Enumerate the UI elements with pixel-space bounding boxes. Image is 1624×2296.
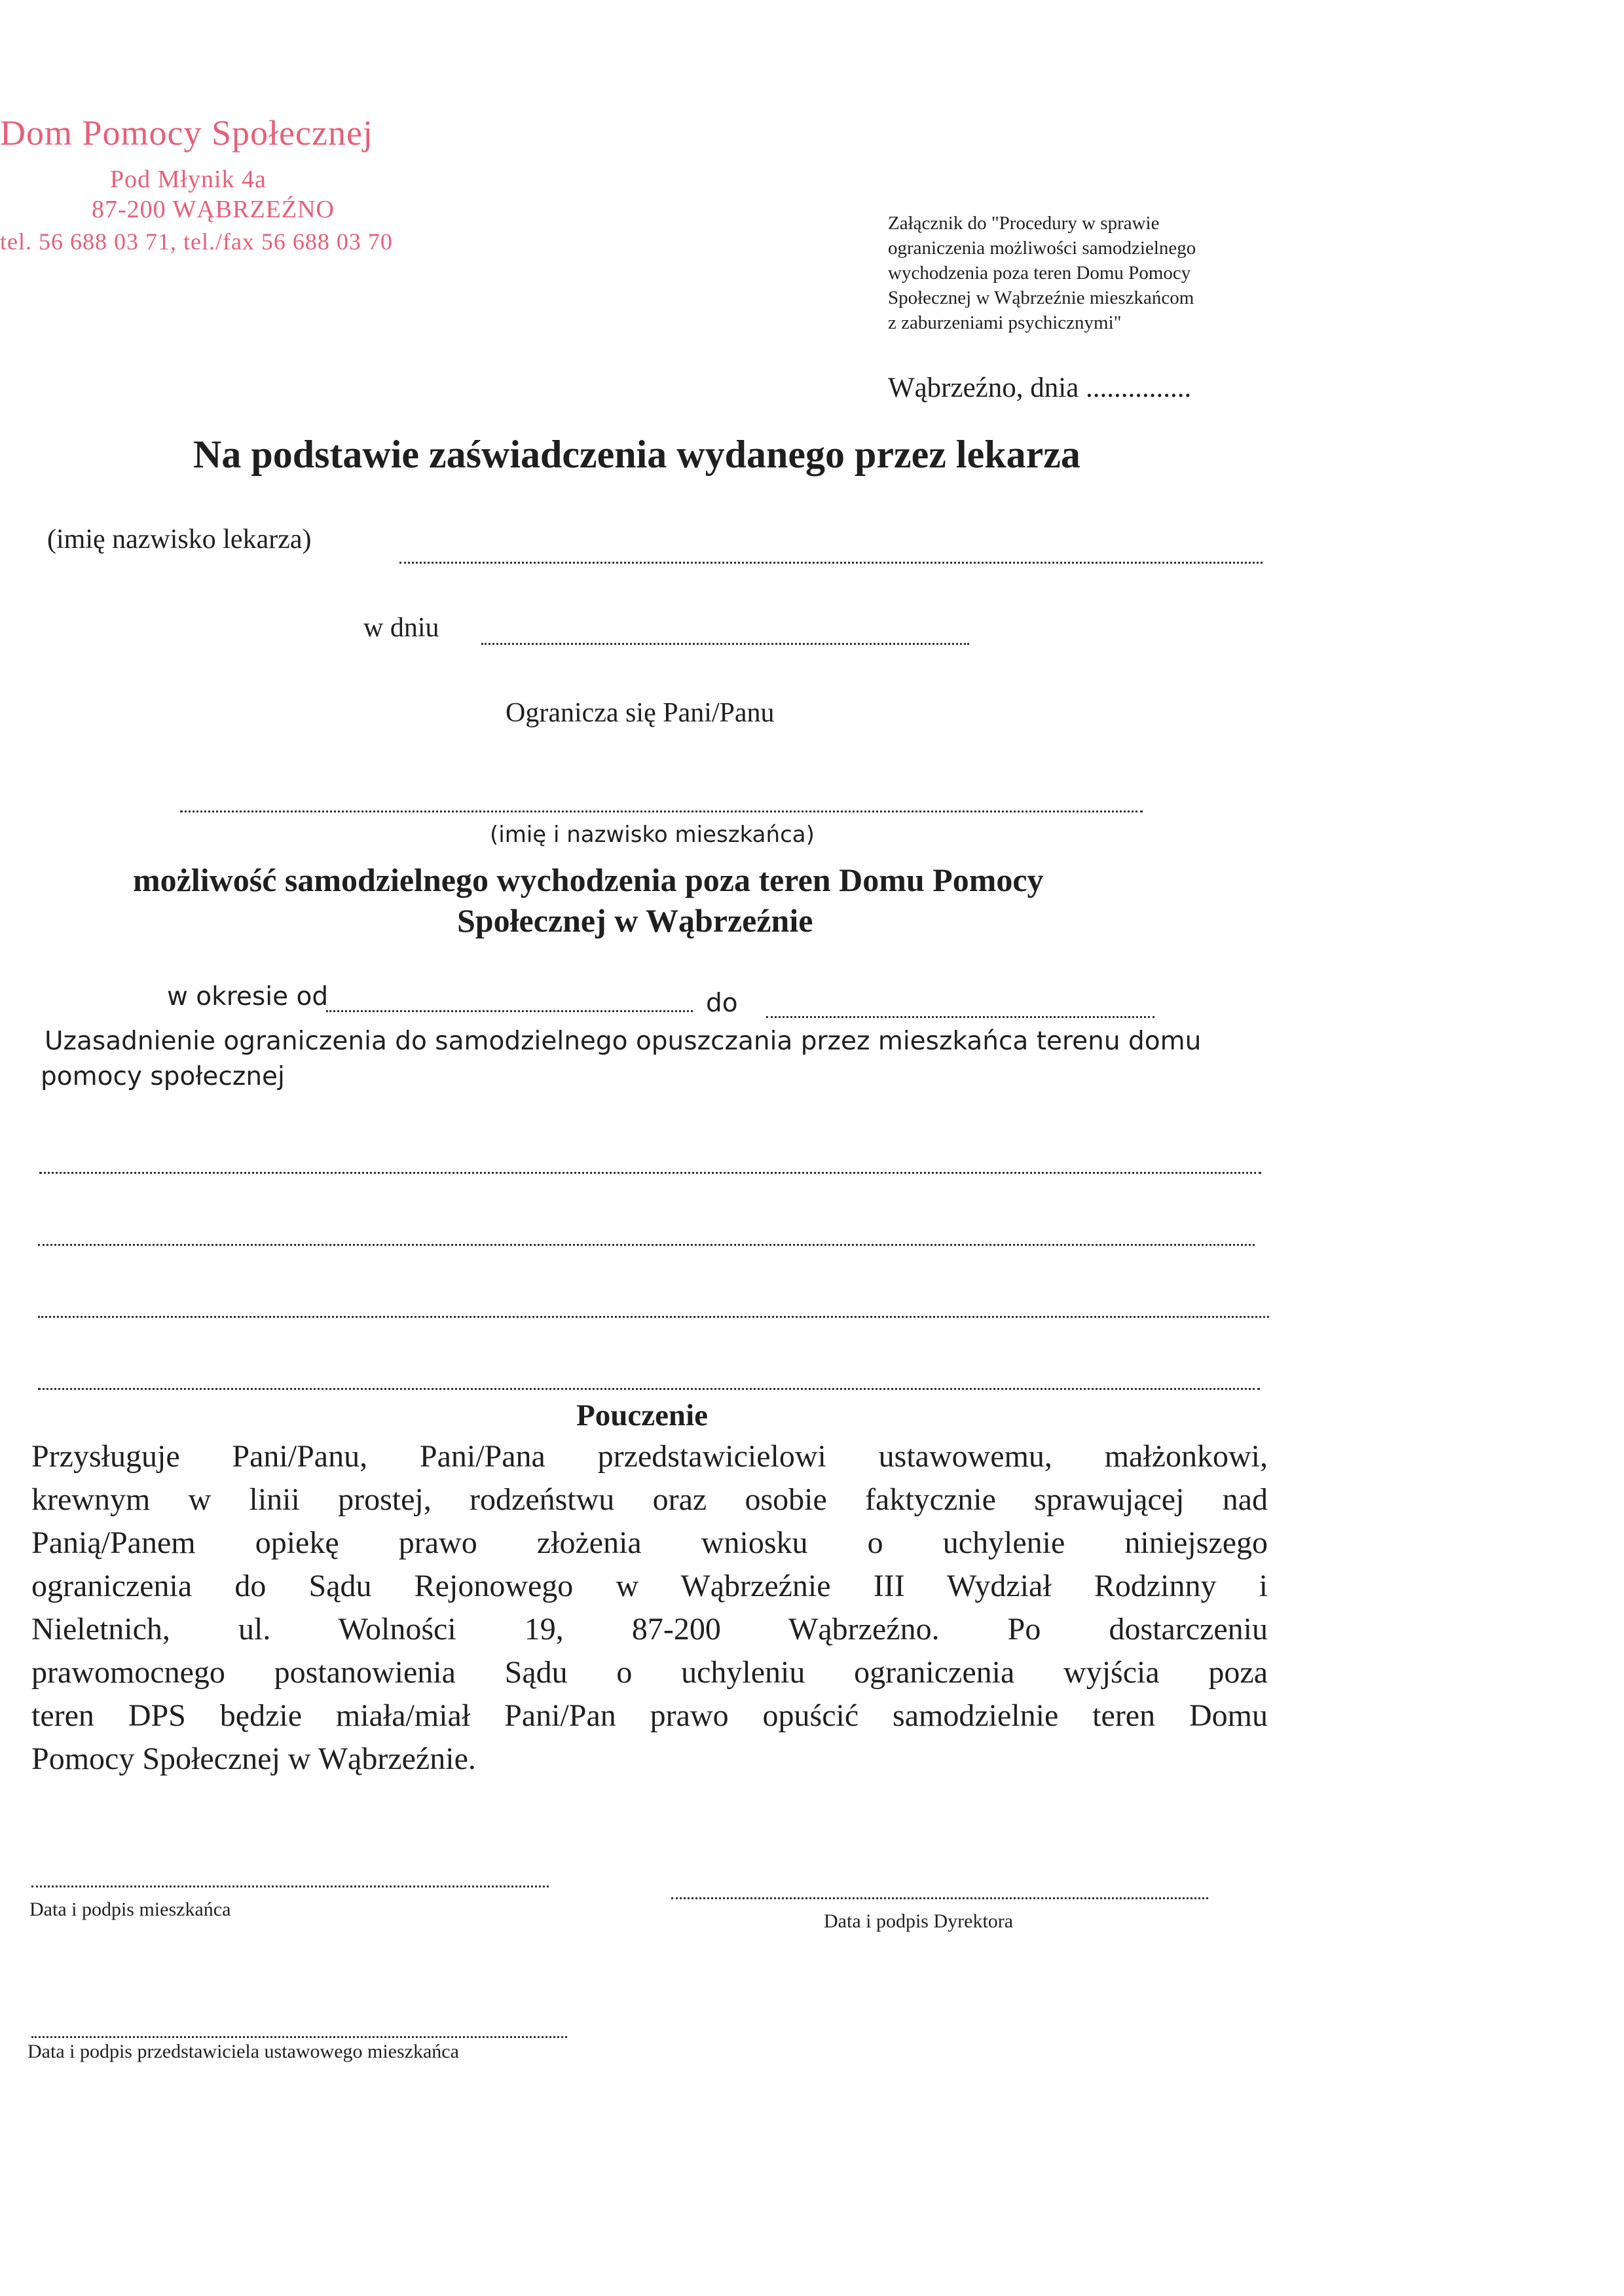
representative-signature-field[interactable] [31,2036,567,2038]
resident-signature-label: Data i podpis mieszkańca [29,1899,231,1920]
instruction-line: Panią/Panem opiekę prawo złożenia wniosku o uchylenie niniejszego [31,1525,1268,1560]
annex-line: wychodzenia poza teren Domu Pomocy [888,263,1191,283]
annex-line: ograniczenia możliwości samodzielnego [888,238,1196,259]
director-signature-field[interactable] [671,1897,1208,1899]
instruction-line: krewnym w linii prostej, rodzeństwu oraz osobie faktycznie sprawującej nad [31,1482,1268,1517]
annex-line: Społecznej w Wąbrzeźnie mieszkańcom [888,287,1194,308]
stamp-street: Pod Młynik 4a [110,166,267,193]
restriction-intro: Ogranicza się Pani/Panu [506,698,775,728]
instruction-body [31,1435,1268,1781]
period-from-label: w okresie od [167,982,329,1011]
instruction-line: prawomocnego postanowienia Sądu o uchyleniu ograniczenia wyjścia poza [31,1655,1268,1690]
stamp-institution-name: Dom Pomocy Społecznej [0,113,373,153]
director-signature-label: Data i podpis Dyrektora [824,1910,1014,1932]
justification-line2: pomocy społecznej [41,1062,285,1091]
certificate-date-label: w dniu [363,613,439,643]
restriction-heading-line2: Społecznej w Wąbrzeźnie [457,902,813,939]
restriction-heading-line1: możliwość samodzielnego wychodzenia poza teren Domu Pomocy [133,862,1044,898]
instruction-line: teren DPS będzie miała/miał Pani/Pan prawo opuścić samodzielnie teren Domu [31,1698,1268,1733]
instruction-title: Pouczenie [576,1398,708,1432]
annex-line: Załącznik do "Procedury w sprawie [888,213,1160,234]
doctor-name-field[interactable] [399,562,1263,564]
place-date-label: Wąbrzeźno, dnia [888,373,1079,403]
period-to-field[interactable] [766,1016,1154,1018]
stamp-city: 87-200 WĄBRZEŹNO [92,196,335,223]
instruction-line: Przysługuje Pani/Panu, Pani/Pana przedstawicielowi ustawowemu, małżonkowi, [31,1439,1268,1474]
period-from-field[interactable] [326,1010,693,1012]
doctor-name-label: (imię nazwisko lekarza) [47,524,312,555]
resident-name-field[interactable] [180,811,1143,812]
resident-signature-field[interactable] [31,1886,549,1887]
period-to-label: do [706,989,738,1018]
instruction-line: Nieletnich, ul. Wolności 19, 87-200 Wąbrzeźno. Po dostarczeniu [31,1612,1268,1647]
document-title: Na podstawie zaświadczenia wydanego przez lekarza [193,433,1080,476]
justification-line1-text: Uzasadnienie ograniczenia do samodzielnego opuszczania przez mieszkańca terenu domu [45,1027,1202,1056]
justification-field-2[interactable] [38,1244,1255,1246]
instruction-line: ograniczenia do Sądu Rejonowego w Wąbrzeźnie III Wydział Rodzinny i [31,1569,1268,1603]
justification-field-4[interactable] [38,1388,1260,1390]
resident-name-caption: (imię i nazwisko mieszkańca) [490,822,815,848]
instruction-line: Pomocy Społecznej w Wąbrzeźnie. [31,1741,476,1776]
stamp-phone: tel. 56 688 03 71, tel./fax 56 688 03 70 [0,228,393,255]
place-date [888,372,1191,404]
justification-field-1[interactable] [39,1172,1261,1174]
place-date-dots: ............... [1086,373,1192,403]
representative-signature-label: Data i podpis przedstawiciela ustawowego mieszkańca [28,2041,459,2062]
annex-line: z zaburzeniami psychicznymi" [888,312,1122,333]
certificate-date-field[interactable] [481,643,969,645]
justification-field-3[interactable] [38,1316,1269,1318]
annex-reference [888,211,1307,335]
